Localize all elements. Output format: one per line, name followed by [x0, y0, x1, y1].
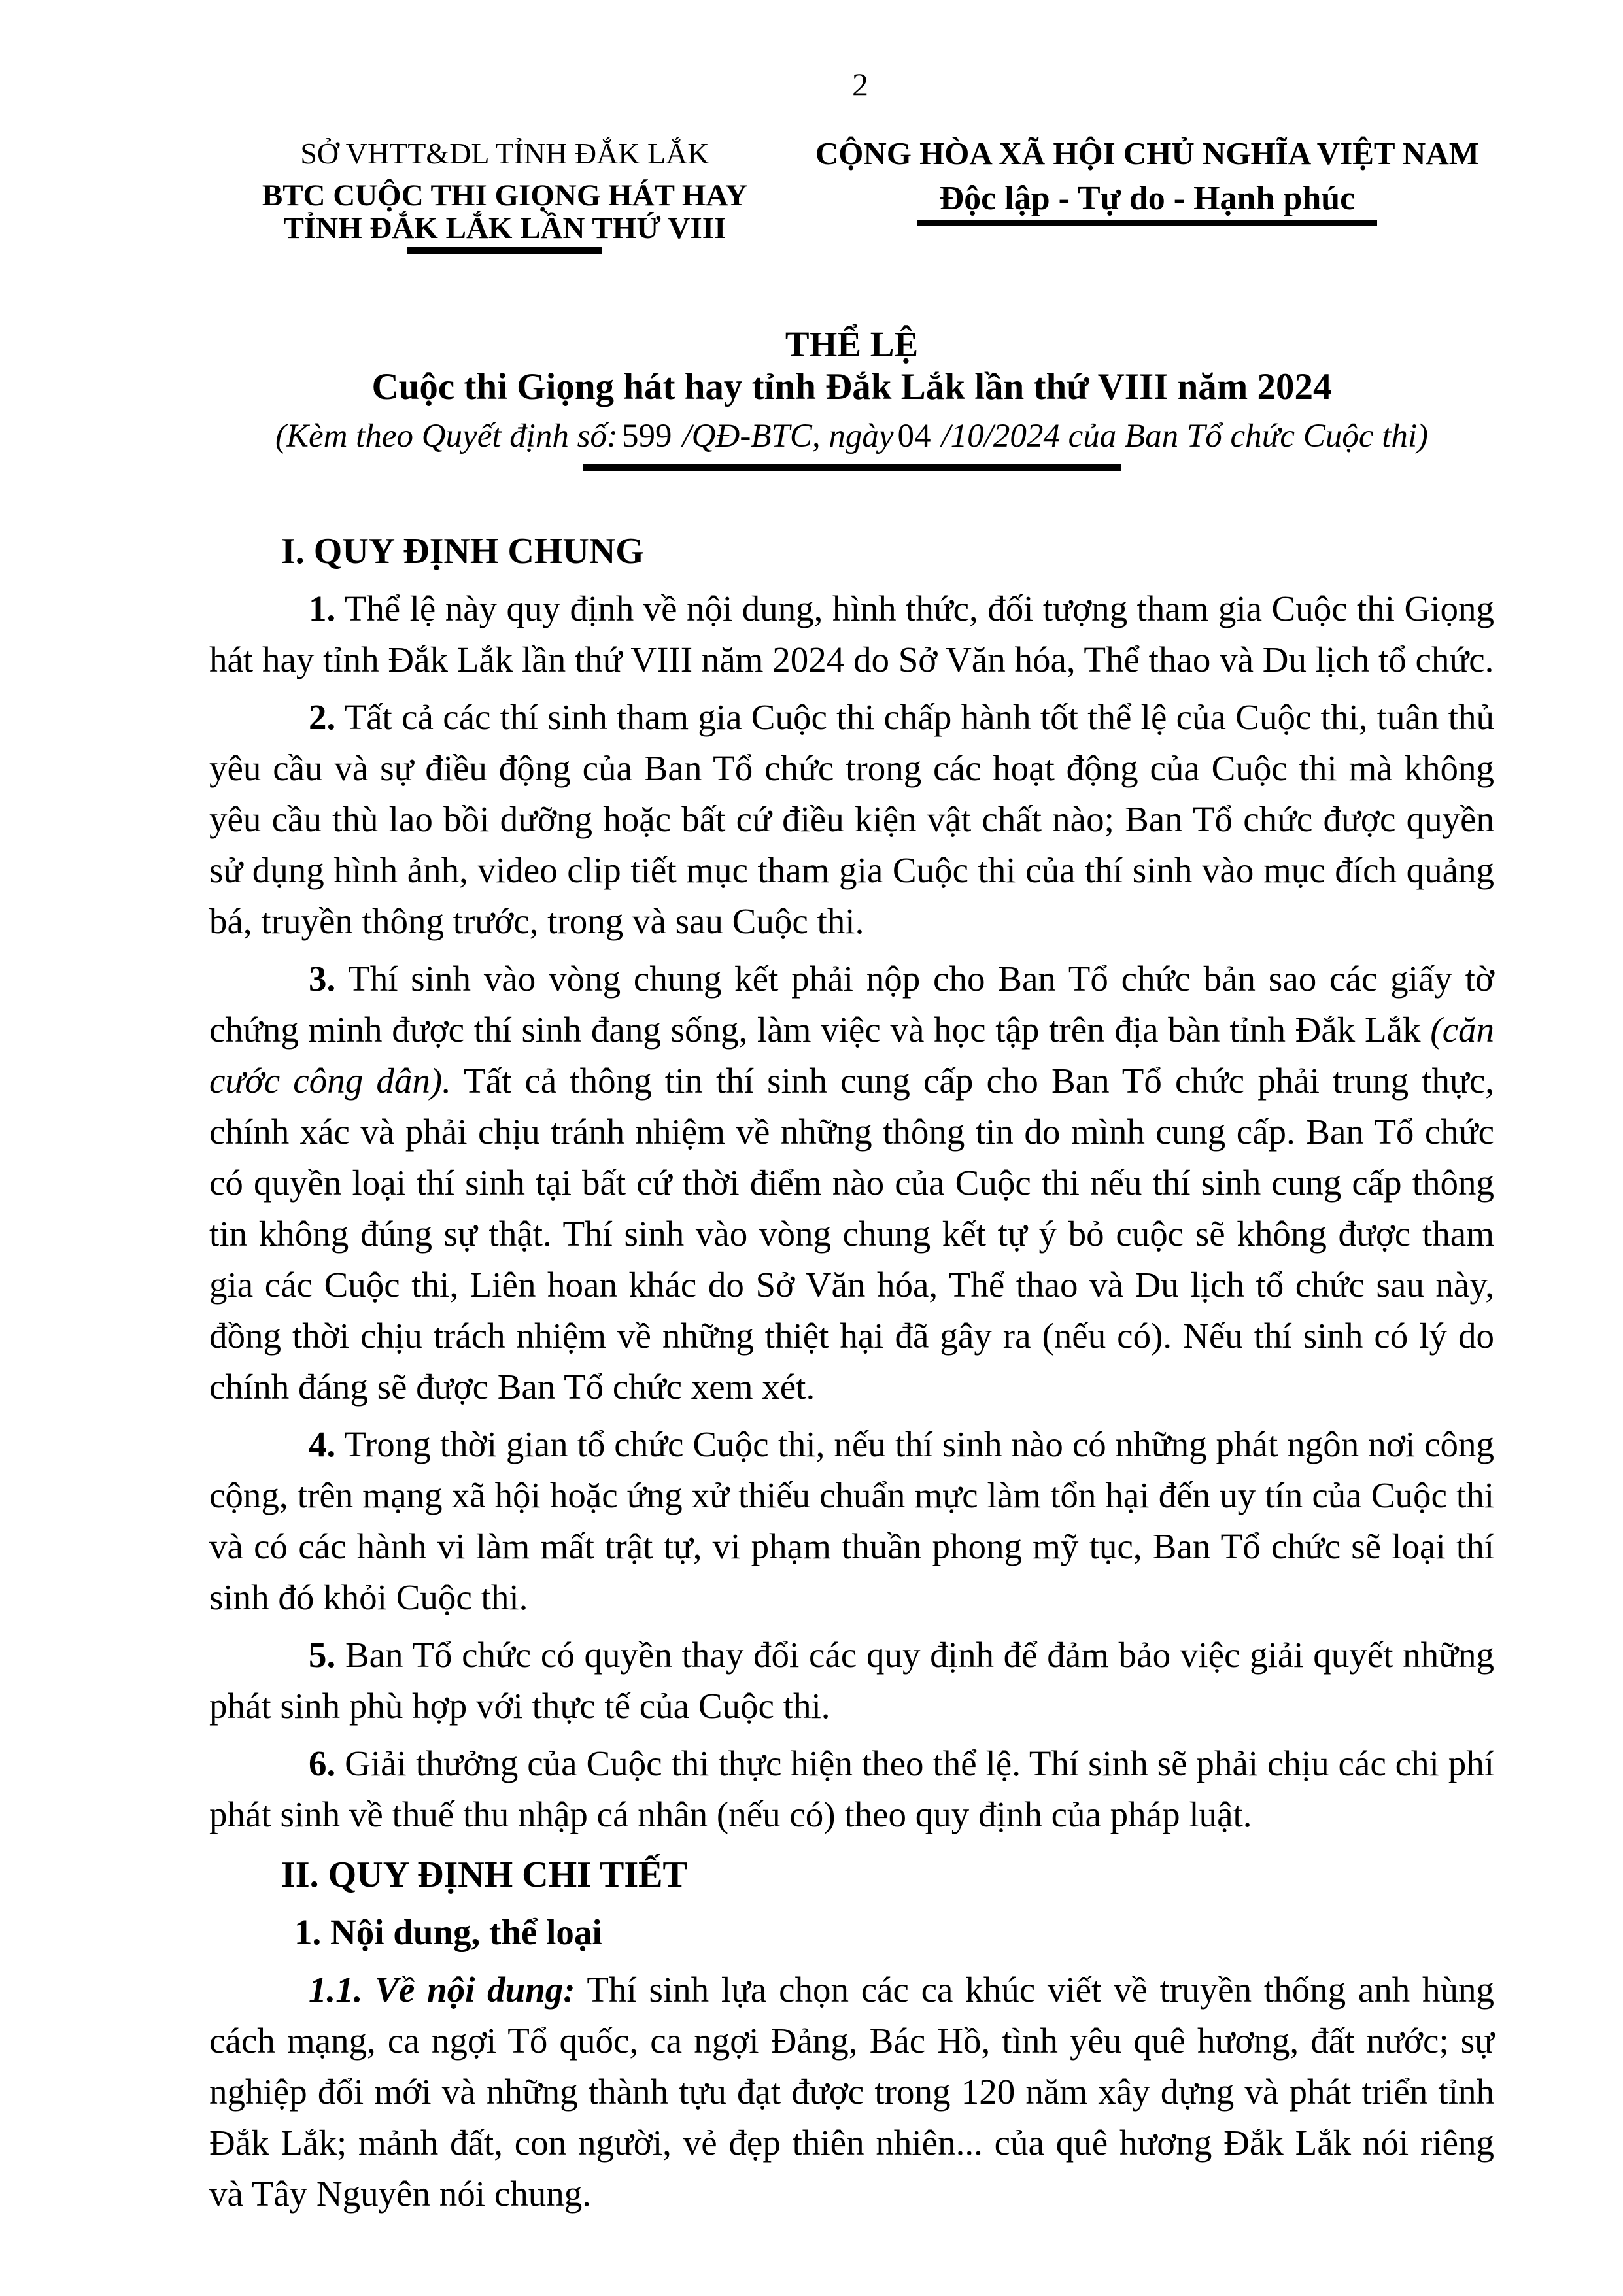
paragraph-3 [209, 953, 1494, 1413]
paragraph-1-text: Thể lệ này quy định về nội dung, hình thức, đối tượng tham gia Cuộc thi Giọng hát hay tỉnh Đắk Lắk lần thứ VIII năm 2024 do Sở Văn hóa, Thể thao và Du lịch tổ chức. [209, 589, 1494, 679]
paragraph-3-text-b: Tất cả thông tin thí sinh cung cấp cho Ban Tổ chức phải trung thực, chính xác và phải chịu tránh nhiệm về những thông tin do mình cung cấp. Ban Tổ chức có quyền loại thí sinh tại bất cứ thời điểm nào của Cuộc thi nếu thí sinh cung cấp thông tin không đúng sự thật. Thí sinh vào vòng chung kết tự ý bỏ cuộc sẽ không được tham gia các Cuộc thi, Liên hoan khác do Sở Văn hóa, Thể thao và Du lịch tổ chức sau này, đồng thời chịu trách nhiệm về những thiệt hại đã gây ra (nếu có). Nếu thí sinh có lý do chính đáng sẽ được Ban Tổ chức xem xét. [209, 1061, 1494, 1407]
section-2-heading: II. QUY ĐỊNH CHI TIẾT [281, 1855, 687, 1895]
paragraph-6-text: Giải thưởng của Cuộc thi thực hiện theo thể lệ. Thí sinh sẽ phải chịu các chi phí phát sinh về thuế thu nhập cá nhân (nếu có) theo quy định của pháp luật. [209, 1743, 1494, 1834]
paragraph-2-text: Tất cả các thí sinh tham gia Cuộc thi chấp hành tốt thể lệ của Cuộc thi, tuân thủ yêu cầu và sự điều động của Ban Tổ chức trong các hoạt động của Cuộc thi mà không yêu cầu thù lao bồi dưỡng hoặc bất cứ điều kiện vật chất nào; Ban Tổ chức được quyền sử dụng hình ảnh, video clip tiết mục tham gia Cuộc thi của thí sinh vào mục đích quảng bá, truyền thông trước, trong và sau Cuộc thi. [209, 697, 1494, 941]
decision-day: 04 [897, 418, 931, 454]
section-2-sub-heading: 1. Nội dung, thể loại [294, 1912, 602, 1952]
document-body [209, 526, 1494, 2219]
issuance-suffix: /10/2024 của Ban Tổ chức Cuộc thi) [941, 418, 1429, 454]
title-separator-bar [583, 464, 1121, 471]
section-1-heading: I. QUY ĐỊNH CHUNG [281, 531, 644, 572]
paragraph-6-number: 6. [309, 1743, 336, 1783]
org-name-line-2: BTC CUỘC THI GIỌNG HÁT HAY [262, 179, 748, 213]
page-number: 2 [852, 66, 868, 103]
paragraph-1-number: 1. [309, 589, 336, 628]
paragraph-5-text: Ban Tổ chức có quyền thay đổi các quy định để đảm bảo việc giải quyết những phát sinh phù hợp với thực tế của Cuộc thi. [209, 1635, 1494, 1726]
paragraph-1-1-lead: 1.1. Về nội dung: [309, 1970, 575, 2010]
paragraph-1-1 [209, 1964, 1494, 2219]
paragraph-1-1-text: Thí sinh lựa chọn các ca khúc viết về truyền thống anh hùng cách mạng, ca ngợi Tổ quốc, ca ngợi Đảng, Bác Hồ, tình yêu quê hương, đất nước; sự nghiệp đổi mới và những thành tựu đạt được trong 120 năm xây dựng và phát triển tỉnh Đắk Lắk; mảnh đất, con người, vẻ đẹp thiên nhiên... của quê hương Đắk Lắk nói riêng và Tây Nguyên nói chung. [209, 1970, 1494, 2214]
paragraph-4-text: Trong thời gian tổ chức Cuộc thi, nếu thí sinh nào có những phát ngôn nơi công cộng, trên mạng xã hội hoặc ứng xử thiếu chuẩn mực làm tổn hại đến uy tín của Cuộc thi và có các hành vi làm mất trật tự, vi phạm thuần phong mỹ tục, Ban Tổ chức sẽ loại thí sinh đó khỏi Cuộc thi. [209, 1424, 1494, 1617]
paragraph-4 [209, 1419, 1494, 1623]
title-block [209, 324, 1494, 471]
paragraph-2-number: 2. [309, 697, 336, 737]
issuance-prefix: (Kèm theo Quyết định số: [275, 418, 618, 454]
paragraph-3-number: 3. [309, 959, 336, 999]
issuance-note [209, 415, 1494, 458]
org-separator-bar [407, 247, 602, 254]
document-subtitle: Cuộc thi Giọng hát hay tỉnh Đắk Lắk lần thứ VIII năm 2024 [371, 366, 1332, 407]
paragraph-5-number: 5. [309, 1635, 336, 1675]
national-motto: Độc lập - Tự do - Hạnh phúc [939, 180, 1356, 217]
decision-number: 599 [622, 418, 672, 454]
org-name-line-1: SỞ VHTT&DL TỈNH ĐẮK LẮK [300, 137, 709, 170]
issuance-middle: /QĐ-BTC, ngày [682, 418, 894, 454]
paragraph-5 [209, 1630, 1494, 1732]
national-title: CỘNG HÒA XÃ HỘI CHỦ NGHĨA VIỆT NAM [815, 135, 1479, 171]
document-title: THỂ LỆ [785, 324, 919, 364]
paragraph-6 [209, 1738, 1494, 1840]
issuing-org-block [209, 135, 800, 254]
paragraph-3-italic-note: (căn cước công dân). [209, 1010, 1494, 1101]
motto-separator-bar [917, 220, 1377, 226]
paragraph-4-number: 4. [309, 1424, 336, 1464]
document-header [209, 135, 1494, 254]
paragraph-1 [209, 583, 1494, 685]
paragraph-2 [209, 692, 1494, 947]
national-header-block [800, 135, 1494, 226]
org-name-line-3: TỈNH ĐẮK LẮK LẦN THỨ VIII [283, 211, 726, 245]
paragraph-3-text-a: Thí sinh vào vòng chung kết phải nộp cho Ban Tổ chức bản sao các giấy tờ chứng minh được thí sinh đang sống, làm việc và học tập trên địa bàn tỉnh Đắk Lắk [209, 959, 1494, 1050]
